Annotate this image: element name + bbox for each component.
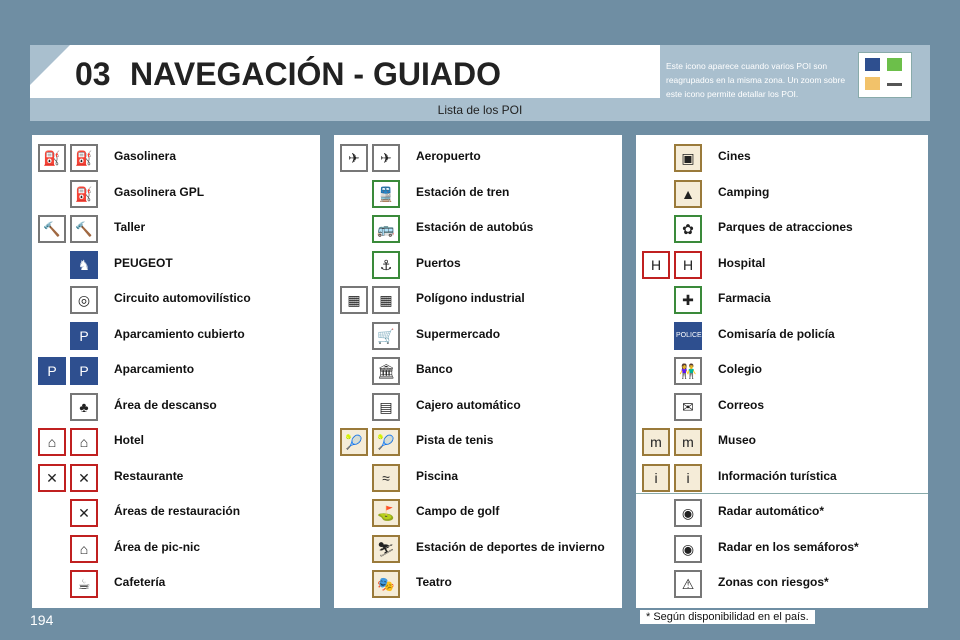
poi-row bbox=[334, 212, 622, 247]
poi-row bbox=[334, 283, 622, 318]
poi-row bbox=[32, 532, 320, 567]
poi-row bbox=[334, 177, 622, 212]
poi-label: Cines bbox=[718, 149, 751, 163]
page-number: 194 bbox=[30, 612, 54, 628]
poi-label: Circuito automovilístico bbox=[114, 291, 251, 305]
poi-row bbox=[334, 567, 622, 602]
poi-row bbox=[32, 390, 320, 425]
poi-row bbox=[334, 390, 622, 425]
poi-icon: ▣ bbox=[674, 144, 702, 172]
poi-icon: P bbox=[38, 357, 66, 385]
poi-label: Cafetería bbox=[114, 575, 166, 589]
poi-label: Parques de atracciones bbox=[718, 220, 853, 234]
poi-icon: ◉ bbox=[674, 499, 702, 527]
poi-icon: 🛒 bbox=[372, 322, 400, 350]
poi-row bbox=[334, 425, 622, 460]
poi-row bbox=[32, 425, 320, 460]
poi-icon: ⚠ bbox=[674, 570, 702, 598]
poi-row bbox=[334, 248, 622, 283]
poi-icon: ✕ bbox=[70, 499, 98, 527]
poi-label: Información turística bbox=[718, 468, 837, 483]
poi-icon: ◎ bbox=[70, 286, 98, 314]
poi-label: Pista de tenis bbox=[416, 433, 494, 447]
poi-row bbox=[636, 390, 928, 425]
poi-icon: ▦ bbox=[372, 286, 400, 314]
poi-icon: 🔨 bbox=[70, 215, 98, 243]
poi-label: Gasolinera bbox=[114, 149, 177, 163]
poi-label: Cajero automático bbox=[416, 397, 521, 412]
poi-row bbox=[32, 496, 320, 531]
poi-icon: ♞ bbox=[70, 251, 98, 279]
poi-icon: 🏛 bbox=[372, 357, 400, 385]
poi-row bbox=[32, 177, 320, 212]
grouped-poi-note: Este icono aparece cuando varios POI son reagrupados en la misma zona. Un zoom sobre este icono permite detallar los POI. bbox=[666, 61, 846, 99]
poi-label: Puertos bbox=[416, 255, 461, 270]
poi-icon: m bbox=[642, 428, 670, 456]
poi-row bbox=[334, 319, 622, 354]
poi-icon: ✕ bbox=[70, 464, 98, 492]
poi-row bbox=[334, 141, 622, 176]
poi-icon: ☕ bbox=[70, 570, 98, 598]
poi-column-1 bbox=[32, 135, 320, 608]
poi-row bbox=[636, 461, 928, 496]
poi-icon: ✉ bbox=[674, 393, 702, 421]
poi-label: Hotel bbox=[114, 433, 144, 447]
poi-icon: 🎾 bbox=[372, 428, 400, 456]
poi-icon: ✕ bbox=[38, 464, 66, 492]
poi-icon: ⛷ bbox=[372, 535, 400, 563]
grouped-poi-icon bbox=[858, 52, 912, 98]
poi-label: Correos bbox=[718, 397, 765, 412]
poi-row bbox=[636, 283, 928, 318]
poi-row bbox=[32, 141, 320, 176]
poi-icon: 🎾 bbox=[340, 428, 368, 456]
poi-icon: ⚓ bbox=[372, 251, 400, 279]
poi-row bbox=[334, 496, 622, 531]
poi-label: Aparcamiento bbox=[114, 362, 195, 376]
poi-label: Museo bbox=[718, 433, 757, 447]
poi-icon: ✚ bbox=[674, 286, 702, 314]
poi-row bbox=[636, 212, 928, 247]
poi-label: Radar automático* bbox=[718, 504, 825, 518]
poi-icon: ▦ bbox=[340, 286, 368, 314]
poi-label: Piscina bbox=[416, 468, 459, 483]
poi-icon: ⛽ bbox=[70, 144, 98, 172]
poi-icon: ≈ bbox=[372, 464, 400, 492]
poi-label: Área de pic-nic bbox=[114, 539, 201, 554]
poi-icon: i bbox=[674, 464, 702, 492]
poi-row bbox=[32, 212, 320, 247]
poi-row bbox=[636, 532, 928, 567]
poi-label: Hospital bbox=[718, 255, 766, 270]
poi-icon: ▲ bbox=[674, 180, 702, 208]
poi-icon: 🚆 bbox=[372, 180, 400, 208]
poi-label: Teatro bbox=[416, 575, 452, 589]
poi-icon: 🚌 bbox=[372, 215, 400, 243]
poi-row bbox=[334, 354, 622, 389]
poi-icon: POLICE bbox=[674, 322, 702, 350]
poi-icon: ◉ bbox=[674, 535, 702, 563]
poi-row bbox=[32, 354, 320, 389]
poi-row bbox=[636, 567, 928, 602]
poi-icon: ♣ bbox=[70, 393, 98, 421]
poi-label: Farmacia bbox=[718, 291, 771, 305]
poi-icon: ⌂ bbox=[38, 428, 66, 456]
poi-icon: 🎭 bbox=[372, 570, 400, 598]
poi-row bbox=[334, 461, 622, 496]
poi-label: Gasolinera GPL bbox=[114, 184, 205, 199]
poi-label: Aeropuerto bbox=[416, 149, 481, 163]
poi-icon: P bbox=[70, 357, 98, 385]
poi-icon: ⌂ bbox=[70, 428, 98, 456]
poi-icon: ⌂ bbox=[70, 535, 98, 563]
poi-row bbox=[636, 248, 928, 283]
poi-label: Aparcamiento cubierto bbox=[114, 326, 245, 341]
poi-icon: ⛽ bbox=[70, 180, 98, 208]
poi-label: Comisaría de policía bbox=[718, 326, 835, 341]
poi-label: Taller bbox=[114, 220, 146, 234]
poi-row bbox=[32, 319, 320, 354]
poi-icon: ✈ bbox=[340, 144, 368, 172]
poi-icon: P bbox=[70, 322, 98, 350]
poi-label: Restaurante bbox=[114, 468, 184, 483]
poi-label: Camping bbox=[718, 184, 770, 199]
poi-label: Polígono industrial bbox=[416, 291, 525, 305]
poi-icon: 🔨 bbox=[38, 215, 66, 243]
poi-row bbox=[32, 248, 320, 283]
poi-row bbox=[32, 567, 320, 602]
poi-label: Zonas con riesgos* bbox=[718, 575, 829, 589]
poi-row bbox=[636, 141, 928, 176]
poi-row bbox=[32, 461, 320, 496]
poi-icon: ⛽ bbox=[38, 144, 66, 172]
chapter-title: NAVEGACIÓN - GUIADO bbox=[130, 56, 501, 92]
poi-icon: ⛳ bbox=[372, 499, 400, 527]
poi-icon: ✈ bbox=[372, 144, 400, 172]
chapter-number: 03 bbox=[75, 56, 111, 92]
poi-row bbox=[636, 354, 928, 389]
poi-row bbox=[636, 425, 928, 460]
poi-icon: m bbox=[674, 428, 702, 456]
poi-row bbox=[334, 532, 622, 567]
poi-row bbox=[32, 283, 320, 318]
poi-label: Colegio bbox=[718, 362, 762, 376]
poi-label: Áreas de restauración bbox=[114, 504, 241, 518]
poi-label: PEUGEOT bbox=[114, 255, 173, 270]
poi-label: Estación de tren bbox=[416, 184, 510, 199]
poi-row bbox=[636, 319, 928, 354]
poi-label: Supermercado bbox=[416, 326, 501, 341]
poi-icon: ✿ bbox=[674, 215, 702, 243]
poi-label: Estación de autobús bbox=[416, 220, 534, 234]
poi-icon: H bbox=[642, 251, 670, 279]
poi-column-3 bbox=[636, 135, 928, 608]
poi-label: Estación de deportes de invierno bbox=[416, 539, 605, 554]
section-subtitle: Lista de los POI bbox=[437, 103, 523, 117]
poi-icon: 👫 bbox=[674, 357, 702, 385]
poi-icon: ▤ bbox=[372, 393, 400, 421]
poi-column-2 bbox=[334, 135, 622, 608]
poi-row bbox=[636, 496, 928, 531]
poi-icon: H bbox=[674, 251, 702, 279]
poi-label: Campo de golf bbox=[416, 504, 500, 518]
poi-label: Banco bbox=[416, 362, 453, 376]
poi-row bbox=[636, 177, 928, 212]
poi-icon: i bbox=[642, 464, 670, 492]
poi-label: Radar en los semáforos* bbox=[718, 539, 859, 554]
footnote: * Según disponibilidad en el país. bbox=[640, 610, 815, 624]
poi-label: Área de descanso bbox=[114, 397, 217, 412]
